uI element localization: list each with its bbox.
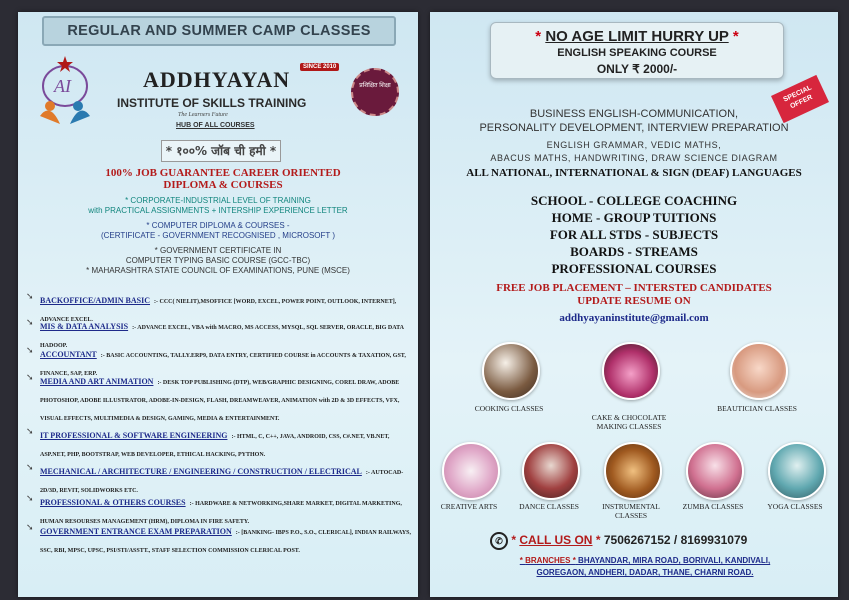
english-desc-2: PERSONALITY DEVELOPMENT, INTERVIEW PREPARATION <box>479 122 789 134</box>
bullet-icon: ➘ <box>26 345 34 355</box>
dance-photo <box>522 442 580 500</box>
job-line-1: 100% JOB GUARANTEE CAREER ORIENTED <box>105 167 341 179</box>
computer-line-2: (CERTIFICATE - GOVERNMENT RECOGNISED , MICROSOFT ) <box>100 231 336 240</box>
course-item <box>26 316 414 349</box>
phone-numbers[interactable]: 7506267152 / 8169931079 <box>603 533 748 547</box>
class-label: DANCE CLASSES <box>519 502 579 511</box>
class-label: CAKE & CHOCOLATE MAKING CLASSES <box>591 413 667 431</box>
english-course-title: ENGLISH SPEAKING COURSE <box>557 47 717 59</box>
hindi-seal: प्रशिक्षित शिक्षा <box>351 68 399 116</box>
bullet-icon: ➘ <box>26 493 34 503</box>
corporate-line-2: with PRACTICAL ASSIGNMENTS + INTERSHIP EXPERIENCE LETTER <box>88 206 348 215</box>
course-desc: :- CCC( NIELIT),MSOFFICE [WORD, EXCEL, POWER POINT, OUTLOOK, INTERNET], ADVANCE EXCEL. <box>40 299 397 323</box>
call-us-line: ✆ * CALL US ON * 7506267152 / 8169931079 <box>490 532 747 550</box>
course-title: ACCOUNTANT <box>40 350 97 359</box>
right-flyer-panel <box>430 12 838 597</box>
tagline: The Learners Future <box>178 112 228 118</box>
institute-name: INSTITUTE OF SKILLS TRAINING <box>117 96 307 110</box>
course-item <box>26 492 414 525</box>
course-desc: :- HTML, C, C++, JAVA, ANDROID, CSS, C#.NET, VB.NET, ASP.NET, PHP, BOOTSTRAP, WEB DEVELOPER, ETHICAL HACKING, PYTHON. <box>40 434 390 458</box>
course-title: MECHANICAL / ARCHITECTURE / ENGINEERING / CONSTRUCTION / ELECTRICAL <box>40 467 362 476</box>
course-title: MEDIA AND ART ANIMATION <box>40 377 154 386</box>
english-desc-3: ENGLISH GRAMMAR, VEDIC MATHS, <box>546 140 722 150</box>
corporate-line-1: * CORPORATE-INDUSTRIAL LEVEL OF TRAINING <box>125 196 311 205</box>
course-title: BACKOFFICE/ADMIN BASIC <box>40 296 151 305</box>
cake-photo <box>602 342 660 400</box>
camp-banner: REGULAR AND SUMMER CAMP CLASSES <box>42 16 396 46</box>
class-label: CREATIVE ARTS <box>440 502 498 511</box>
course-list <box>26 290 414 557</box>
cooking-photo <box>482 342 540 400</box>
class-label: COOKING CLASSES <box>474 404 544 413</box>
branches-label: BRANCHES <box>525 556 571 565</box>
yoga-photo <box>768 442 826 500</box>
zumba-photo <box>686 442 744 500</box>
class-label: ZUMBA CLASSES <box>682 502 744 511</box>
course-desc: :- BASIC ACCOUNTING, TALLY.ERP9, DATA ENTRY, CERTIFIED COURSE in ACCOUNTS & TAXATION, GST, FINANCE, SAP, ERP. <box>40 353 406 377</box>
creative-arts-photo <box>442 442 500 500</box>
bullet-icon: ➘ <box>26 317 34 327</box>
phone-icon: ✆ <box>490 532 508 550</box>
job-guarantee-heading <box>78 167 368 191</box>
bullet-icon: ➘ <box>26 426 34 436</box>
gov-line-2: COMPUTER TYPING BASIC COURSE (GCC-TBC) <box>125 256 311 265</box>
course-title: MIS & DATA ANALYSIS <box>40 322 129 331</box>
coaching-item: FOR ALL STDS - SUBJECTS <box>549 227 719 242</box>
course-price: ONLY ₹ 2000/- <box>596 62 678 76</box>
placement-line-2: UPDATE RESUME ON <box>577 295 691 307</box>
left-flyer-panel <box>18 12 418 597</box>
course-item <box>26 461 414 492</box>
coaching-list <box>430 192 838 277</box>
email-address: addhyayaninstitute@gmail.com <box>559 312 709 324</box>
english-desc-1: BUSINESS ENGLISH-COMMUNICATION, <box>529 108 739 120</box>
bullet-icon: ➘ <box>26 372 34 382</box>
bullet-icon: ➘ <box>26 291 34 301</box>
course-item <box>26 425 414 461</box>
course-title: GOVERNMENT ENTRANCE EXAM PREPARATION <box>40 527 232 536</box>
coaching-item: PROFESSIONAL COURSES <box>551 261 717 276</box>
bullet-icon: ➘ <box>26 522 34 532</box>
class-label: YOGA CLASSES <box>767 502 823 511</box>
brand-name: ADDHYAYAN <box>143 67 291 92</box>
course-title: PROFESSIONAL & OTHERS COURSES <box>40 498 186 507</box>
coaching-item: SCHOOL - COLLEGE COACHING <box>530 193 738 208</box>
course-desc: :- AUTOCAD-2D/3D, REVIT, SOLIDWORKS ETC. <box>40 470 404 494</box>
course-desc: :- [BANKING- IBPS P.O., S.O., CLERICAL], INDIAN RAILWAYS, SSC, RBI, MPSC, UPSC, PSI/STI/ASSTT., STAFF SELECTION COMMISSION CLERICAL POST. <box>40 530 411 554</box>
course-desc: :- HARDWARE & NETWORKING,SHARE MARKET, DIGITAL MARKETING, HUMAN RESOURSES MANAGEMENT (HRM), DIPLOMA IN FIRE SAFETY. <box>40 501 402 525</box>
course-item <box>26 344 414 377</box>
instrumental-photo <box>604 442 662 500</box>
hub-text: HUB OF ALL COURSES <box>176 122 255 129</box>
job-line-2: DIPLOMA & COURSES <box>163 179 283 191</box>
course-desc: :- ADVANCE EXCEL, VBA with MACRO, MS ACCESS, MYSQL, SQL SERVER, ORACLE, BIG DATA HADOOP. <box>40 325 404 349</box>
computer-line-1: * COMPUTER DIPLOMA & COURSES - <box>146 221 290 230</box>
coaching-item: BOARDS - STREAMS <box>570 244 698 259</box>
english-course-box <box>490 22 784 79</box>
branches-list: BHAYANDAR, MIRA ROAD, BORIVALI, KANDIVALI, GOREGAON, ANDHERI, DADAR, THANE, CHARNI ROAD. <box>536 556 771 577</box>
hindi-motto: * १००% जॉब ची हमी * <box>161 140 281 162</box>
course-title: IT PROFESSIONAL & SOFTWARE ENGINEERING <box>40 431 228 440</box>
placement-line-1: FREE JOB PLACEMENT – INTERSTED CANDIDATES <box>496 282 772 294</box>
class-label: INSTRUMENTAL CLASSES <box>602 502 660 520</box>
bullet-icon: ➘ <box>26 462 34 472</box>
branches-line: * BRANCHES * BHAYANDAR, MIRA ROAD, BORIVALI, KANDIVALI, GOREGAON, ANDHERI, DADAR, THANE, CHARNI ROAD. <box>519 556 771 577</box>
institute-logo-icon <box>30 54 100 134</box>
job-placement <box>430 282 838 308</box>
call-label: CALL US ON <box>519 533 593 547</box>
languages-line: ALL NATIONAL, INTERNATIONAL & SIGN (DEAF) LANGUAGES <box>466 167 802 179</box>
beautician-photo <box>730 342 788 400</box>
special-offer-tag: SPECIAL OFFER <box>771 75 829 123</box>
since-badge: SINCE 2010 <box>300 63 339 71</box>
gov-line-3: * MAHARASHTRA STATE COUNCIL OF EXAMINATIONS, PUNE (MSCE) <box>86 266 350 275</box>
course-item <box>26 371 414 425</box>
course-desc: :- DESK TOP PUBLISHING (DTP), WEB/GRAPHIC DESIGNING, COREL DRAW, ADOBE PHOTOSHOP, ADOBE ILLUSTRATOR, ADOBE-IN-DESIGN, FLASH, DREAMWEAVER, ANIMATION with 2D & 3D EFFECTS, VFX, VISUAL EFFECTS, MULTIMEDIA & DESIGN, GAMING, MEDIA & ENTERTAINMENT. <box>40 380 400 422</box>
logo-letters: AI <box>54 76 71 96</box>
course-item <box>26 521 414 557</box>
coaching-item: HOME - GROUP TUITIONS <box>551 210 717 225</box>
no-age-limit-heading: * NO AGE LIMIT HURRY UP * <box>535 28 739 45</box>
class-label: BEAUTICIAN CLASSES <box>717 404 797 413</box>
gov-line-1: * GOVERNMENT CERTIFICATE IN <box>154 246 282 255</box>
course-item <box>26 290 414 323</box>
english-desc-4: ABACUS MATHS, HANDWRITING, DRAW SCIENCE DIAGRAM <box>490 153 778 163</box>
